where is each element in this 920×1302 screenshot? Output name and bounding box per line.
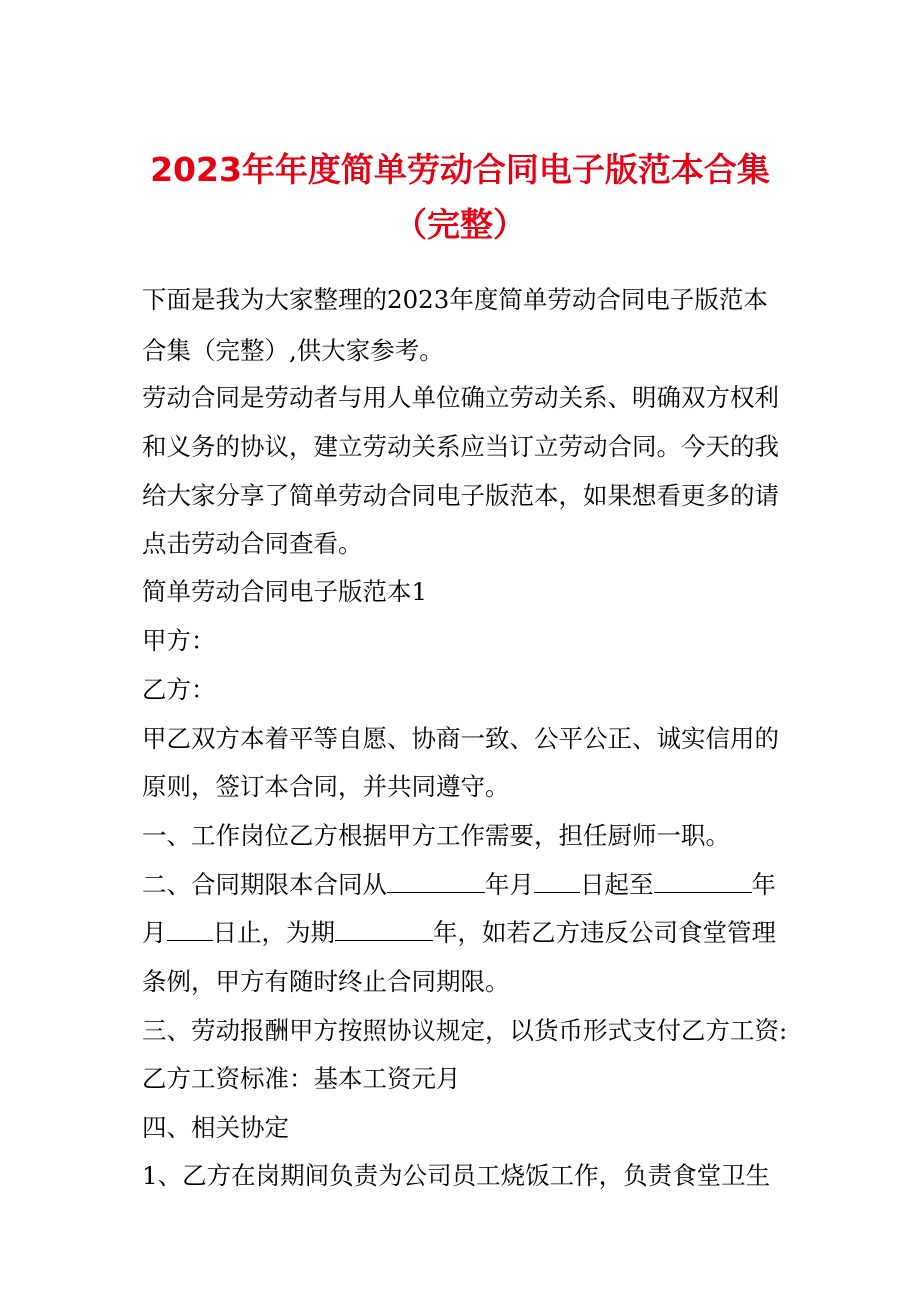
paragraph-line: 甲乙双方本着平等自愿、协商一致、公平公正、诚实信用的 xyxy=(142,724,779,753)
section-heading: 简单劳动合同电子版范本1 xyxy=(142,577,428,606)
clause-text: 日起至 xyxy=(580,870,654,899)
fill-blank xyxy=(534,870,580,893)
clause-line: 条例，甲方有随时终止合同期限。 xyxy=(142,967,510,996)
fill-blank xyxy=(167,918,213,941)
paragraph-line: 和义务的协议，建立劳动关系应当订立劳动合同。今天的我 xyxy=(142,432,779,461)
clause-text: 日止，为期 xyxy=(212,918,335,947)
paragraph-line: 劳动合同是劳动者与用人单位确立劳动关系、明确双方权利 xyxy=(142,383,779,412)
clause-text: 月 xyxy=(142,918,167,947)
clause-line xyxy=(142,869,782,901)
document-title-suffix: （完整） xyxy=(394,205,526,244)
paragraph-line: 原则，签订本合同，并共同遵守。 xyxy=(142,772,510,801)
clause-line: 一、工作岗位乙方根据甲方工作需要，担任厨师一职。 xyxy=(142,821,730,850)
clause-line: 三、劳动报酬甲方按照协议规定，以货币形式支付乙方工资: xyxy=(142,1016,788,1045)
fill-blank xyxy=(387,870,485,893)
clause-line: 1、乙方在岗期间负责为公司员工烧饭工作，负责食堂卫生 xyxy=(142,1161,771,1190)
intro-line: 下面是我为大家整理的2023年度简单劳动合同电子版范本 xyxy=(142,285,768,314)
clause-text: 年月 xyxy=(485,870,534,899)
clause-text: 年，如若乙方违反公司食堂管理 xyxy=(433,918,776,947)
section-heading: 四、相关协定 xyxy=(142,1113,289,1142)
intro-line: 合集（完整）,供大家参考。 xyxy=(142,336,444,365)
paragraph-line: 给大家分享了简单劳动合同电子版范本，如果想看更多的请 xyxy=(142,481,779,510)
party-a-label: 甲方： xyxy=(142,626,216,655)
clause-line xyxy=(142,917,782,949)
clause-text: 二、合同期限本合同从 xyxy=(142,870,387,899)
paragraph-line: 点击劳动合同查看。 xyxy=(142,529,363,558)
clause-line: 乙方工资标准：基本工资元月 xyxy=(142,1064,461,1093)
fill-blank xyxy=(654,870,752,893)
party-b-label: 乙方： xyxy=(142,675,216,704)
clause-text: 年 xyxy=(751,870,776,899)
document-title: 2023年年度简单劳动合同电子版范本合集 xyxy=(150,150,770,189)
fill-blank xyxy=(335,918,433,941)
